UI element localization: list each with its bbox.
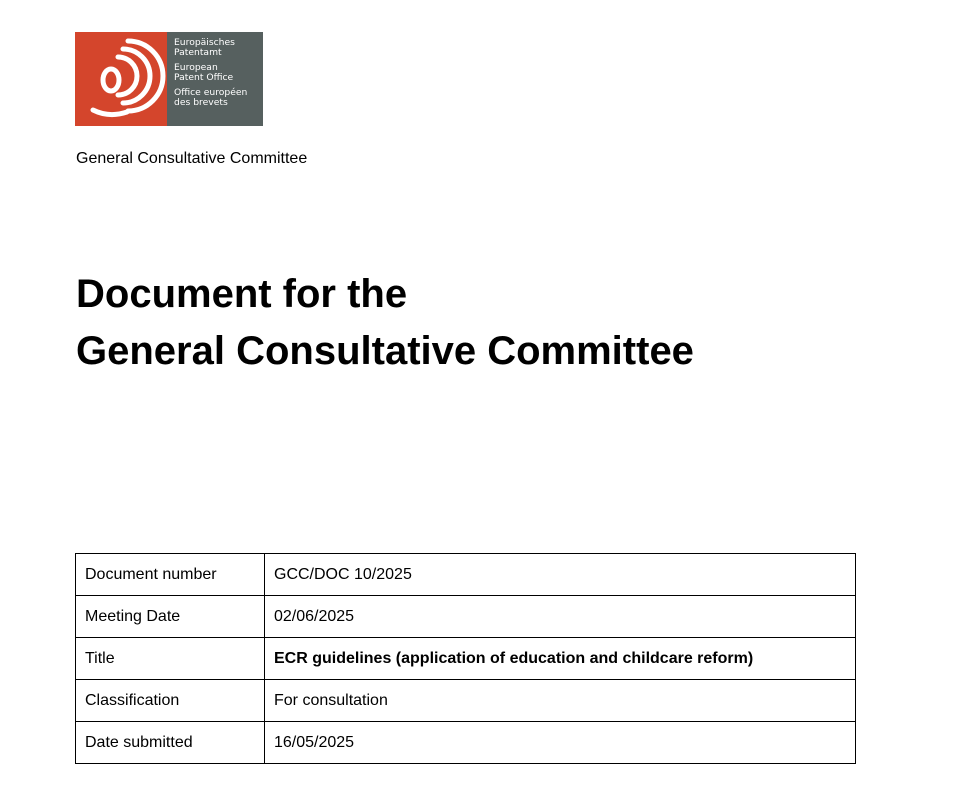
logo-line: Office européen — [174, 86, 248, 98]
row-label: Classification — [76, 680, 265, 722]
logo-line: des brevets — [174, 97, 228, 109]
row-value: For consultation — [265, 680, 856, 722]
row-label: Title — [76, 638, 265, 680]
row-label: Meeting Date — [76, 596, 265, 638]
epo-logo-mark-icon — [75, 32, 167, 126]
table-row-classification — [76, 680, 856, 722]
table-row-date-submitted — [76, 722, 856, 764]
logo-line: Patentamt — [174, 47, 222, 59]
row-value: 16/05/2025 — [265, 722, 856, 764]
document-title-line-1: Document for the — [76, 272, 408, 316]
logo-line: Patent Office — [174, 72, 234, 84]
row-label: Date submitted — [76, 722, 265, 764]
row-value: GCC/DOC 10/2025 — [265, 554, 856, 596]
epo-arcs-icon — [75, 32, 167, 126]
document-metadata-table — [75, 553, 856, 764]
row-value: 02/06/2025 — [265, 596, 856, 638]
logo-line: European — [174, 61, 218, 73]
epo-logo-text — [167, 32, 263, 126]
table-row-title — [76, 638, 856, 680]
document-title-line-2: General Consultative Committee — [76, 329, 694, 373]
row-value: ECR guidelines (application of education and childcare reform) — [265, 638, 856, 680]
epo-logo — [75, 32, 263, 126]
logo-line: Europäisches — [174, 37, 235, 48]
table-row-meeting-date — [76, 596, 856, 638]
table-row-document-number — [76, 554, 856, 596]
row-label: Document number — [76, 554, 265, 596]
document-title — [76, 266, 694, 380]
committee-label: General Consultative Committee — [76, 150, 308, 167]
